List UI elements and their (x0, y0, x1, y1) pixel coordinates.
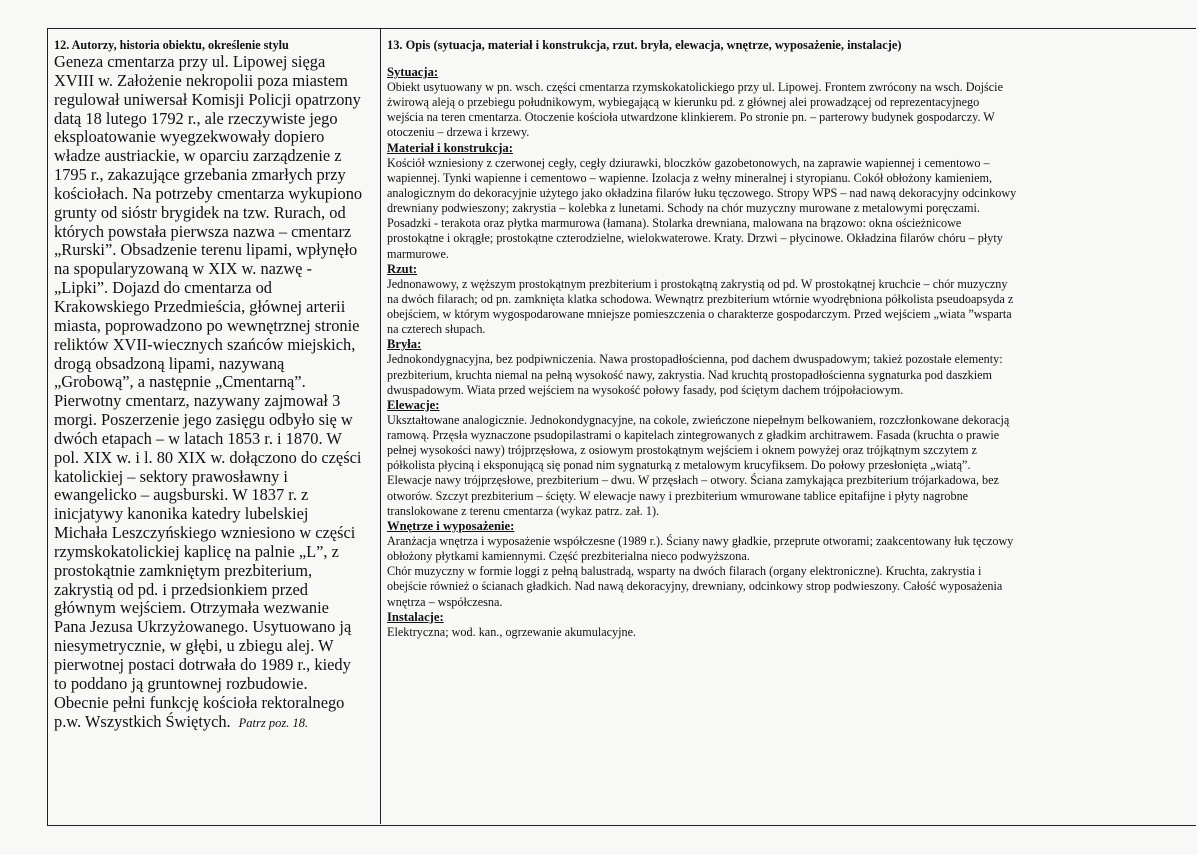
history-line: reliktów XVII-wiecznych szańców miejskich, (54, 334, 356, 354)
section-line: wnętrza – współczesna. (387, 594, 503, 609)
description-section (387, 398, 1167, 519)
section-line: Kościół wzniesiony z czerwonej cegły, cegły dziurawki, bloczków gazobetonowych, na zaprawie wapiennej i cementowo – (387, 155, 990, 170)
column-divider (380, 28, 381, 824)
section-line: ramową. Przęsła wyznaczone psudopilastrami o kapitelach zintegrowanych z gładkim architrawem. Fasada (kruchta o prawie (387, 427, 1000, 442)
description-section (387, 610, 1167, 640)
history-heading: 12. Autorzy, historia obiektu, określenie stylu (54, 38, 289, 52)
history-line: ewangelicko – augsburski. W 1837 r. z (54, 485, 309, 505)
history-line: pol. XIX w. i l. 80 XIX w. dołączono do części (54, 447, 362, 467)
section-line: Elektryczna; wod. kan., ogrzewanie akumulacyjne. (387, 624, 637, 639)
section-line: translokowane z terenu cmentarza (wykaz patrz. zał. 1). (387, 503, 660, 518)
section-line: drewniany podwieszony; zakrystia – kolebka z lunetami. Schody na chór muzyczny murowane z metalowymi poręczami. (387, 201, 980, 216)
history-line: na spopularyzowaną w XIX w. nazwę - (54, 259, 312, 279)
section-text (387, 413, 1167, 519)
section-line: dwuspadowym. Wiata przed wejściem na wysokość połowy fasady, pod ściętym dachem trójpołaciowym. (387, 382, 904, 397)
section-heading: Wnętrze i wyposażenie: (387, 518, 515, 533)
section-line: otworów. Szczyt prezbiterium – ścięty. W elewacje nawy i prezbiterium wmurowane tablice epitafijne i płyty nagrobne (387, 488, 969, 503)
history-line: Obecnie pełni funkcję kościoła rektoralnego (54, 692, 345, 712)
history-line: „Grobową”, a następnie „Cmentarną”. (54, 372, 306, 392)
section-line: obejście również o ścianach gładkich. Nad nawą dekoracyjny, drewniany, odcinkowy strop podwieszony. Całość wyposażenia (387, 579, 1003, 594)
section-line: Chór muzyczny w formie loggi z pełną balustradą, wsparty na dwóch filarach (organy elektroniczne). Kruchta, zakrystia i (387, 564, 982, 579)
section-heading: Sytuacja: (387, 65, 439, 79)
section-line: marmurowe. (387, 246, 449, 261)
history-line: eksploatowanie wyegzekwowały dopiero (54, 127, 325, 147)
section-line: Posadzki - terakota oraz płytka marmurowa (łamana). Stolarka drewniana, malowana na brązowo: okna ościeżnicowe (387, 216, 962, 231)
section-line: obejściem, w którym wygospodarowane mniejsze pomieszczenia o charakterze gospodarczym. Przed wejściem „wiata ”wsparta (387, 307, 1012, 322)
section-text (387, 352, 1167, 397)
description-section (387, 337, 1167, 397)
history-line: których powstała pierwsza nazwa – cmentarz (54, 221, 352, 241)
history-line: „Rurski”. Obsadzenie terenu lipami, wpłynęło (54, 240, 358, 260)
section-line: obłożony płytkami kamiennymi. Część prezbiterialna nieco podwyższona. (387, 549, 750, 564)
section-text (387, 534, 1167, 610)
history-line: drogą obsadzoną lipami, nazywaną (54, 353, 285, 373)
history-line: prostokątnie zamkniętym prezbiterium, (54, 560, 313, 580)
history-line: grunty od sióstr brygidek na tzw. Rurach, od (54, 202, 346, 222)
description-column (387, 38, 1167, 640)
section-line: Elewacje nawy trójprzęsłowe, prezbiterium – dwu. W przęsłach – otwory. Ściana zamykająca prezbiterium trójarkadowa, bez (387, 473, 999, 488)
history-text (54, 53, 376, 732)
history-line: zakrystią od pd. i przedsionkiem przed (54, 579, 308, 599)
description-section (387, 519, 1167, 610)
section-text (387, 156, 1167, 262)
section-line: wapiennej. Tynki wapienne i cementowo – wapienne. Izolacja z wełny mineralnej i styropianu. Cokół obłożony kamieniem, (387, 170, 993, 185)
cross-reference: Patrz poz. 18. (238, 715, 309, 730)
history-line: Michała Leszczyńskiego wzniesiono w części (54, 523, 356, 543)
section-line: Jednokondygnacyjna, bez podpiwniczenia. Nawa prostopadłościenna, pod dachem dwuspadowym; takież pozostałe elementy: (387, 352, 1003, 367)
history-line: niesymetrycznie, w głębi, u zbiegu alej. W (54, 636, 334, 656)
history-line: to poddano ją gruntownej rozbudowie. (54, 673, 308, 693)
history-line: datą 18 lutego 1792 r., ale rzeczywiste jego (54, 108, 338, 128)
history-line: dwóch etapach – w latach 1853 r. i 1870. W (54, 428, 342, 448)
history-line: miasta, poprowadzono po wewnętrznej stronie (54, 315, 360, 335)
description-sections (387, 65, 1167, 640)
section-text (387, 277, 1167, 338)
section-line: wejścia na teren cmentarza. Otoczenie kościoła utwardzone klinkierem. Po stronie pn. – parterowy budynek gospodarczy. W (387, 110, 995, 125)
history-column (54, 38, 376, 732)
section-line: na czterech słupach. (387, 322, 486, 337)
section-line: analogicznym do dekoracyjnie użytego jako okładzina filarów łuku tęczowego. Stropy WPS – nad nawą dekoracyjny odcinkowy (387, 185, 1017, 200)
history-line: „Lipki”. Dojazd do cmentarza od (54, 278, 272, 298)
section-line: pełnej wysokości nawy) trójprzęsłowa, z osiowym prostokątnym wejściem i oknem powyżej oraz trójkątnym szczytem z (387, 443, 977, 458)
history-line: XVIII w. Założenie nekropolii poza miastem (54, 70, 348, 90)
history-line: głównym wejściem. Otrzymała wezwanie (54, 598, 329, 618)
section-line: Jednonawowy, z węższym prostokątnym prezbiterium i prostokątną zakrystią od pd. W prostokątnej kruchcie – chór muzyczny (387, 276, 1008, 291)
history-line: władze austriackie, w oparciu zarządzenie z (54, 146, 342, 166)
history-line: Pana Jezusa Ukrzyżowanego. Usytuowano ją (54, 617, 352, 637)
description-section (387, 262, 1167, 338)
history-line: rzymskokatolickiej kaplicę na palnie „L”, z (54, 541, 339, 561)
description-section (387, 65, 1167, 141)
section-line: Aranżacja wnętrza i wyposażenie współczesne (1989 r.). Ściany nawy gładkie, przeprute otworami; zaakcentowany łuk tęczowy (387, 533, 1014, 548)
section-line: na dwóch filarach; od pn. zamknięta klatka schodowa. Wewnątrz prezbiterium wtórnie wyodrębniona półkolista pseudoapsyda z (387, 291, 1014, 306)
section-line: Ukształtowane analogicznie. Jednokondygnacyjne, na cokole, zwieńczone niepełnym belkowaniem, rozczłonkowane dekoracją (387, 412, 1010, 427)
section-line: żwirową aleją o przebiegu południkowym, wybiegającą w kierunku pd. z głównej alei prowadzącej od reprezentacyjnego (387, 95, 980, 110)
section-line: półkolista płyciną i eksponującą się ponad nim sygnaturką z metalowym krucyfiksem. Do połowy przesłonięta „wiatą”. (387, 458, 971, 473)
section-heading: Bryła: (387, 337, 422, 352)
history-line: katolickiej – sektory prawosławny i (54, 466, 288, 486)
section-line: otoczeniu – drzewa i krzewy. (387, 125, 530, 140)
history-line: kościołach. Na potrzeby cmentarza wykupiono (54, 183, 363, 203)
description-heading: 13. Opis (sytuacja, materiał i konstrukcja, rzut. bryła, elewacja, wnętrze, wyposażenie, instalacje) (387, 38, 902, 52)
history-line: Pierwotny cmentarz, nazywany zajmował 3 (54, 391, 341, 411)
section-text (387, 625, 1167, 640)
section-text (387, 80, 1167, 141)
description-section (387, 141, 1167, 262)
section-heading: Instalacje: (387, 609, 444, 624)
section-line: prezbiterium, kruchta niemal na pełną wysokość nawy, zakrystia. Nad kruchtą prostopadłościenna sygnaturka pod daszkiem (387, 367, 993, 382)
history-line: 1795 r., zakazujące grzebania zmarłych przy (54, 165, 346, 185)
history-line: Geneza cmentarza przy ul. Lipowej sięga (54, 52, 326, 71)
section-heading: Elewacje: (387, 397, 440, 412)
section-line: Obiekt usytuowany w pn. wsch. części cmentarza rzymskokatolickiego przy ul. Lipowej. Frontem zwrócony na wsch. Dojście (387, 80, 1003, 94)
history-line: regulował uniwersał Komisji Policji opatrzony (54, 89, 361, 109)
history-line: Krakowskiego Przedmieścia, głównej arterii (54, 296, 346, 316)
section-heading: Materiał i konstrukcja: (387, 140, 513, 155)
section-line: prostokątne i okrągłe; prostokątne czterodzielne, wielokwaterowe. Kraty. Drzwi – płycinowe. Okładzina filarów chóru – płyty (387, 231, 1003, 246)
history-line: morgi. Poszerzenie jego zasięgu odbyło się w (54, 410, 353, 430)
history-line: inicjatywy kanonika katedry lubelskiej (54, 504, 309, 524)
history-line: pierwotnej postaci dotrwała do 1989 r., kiedy (54, 655, 351, 674)
section-heading: Rzut: (387, 261, 418, 276)
history-line: p.w. Wszystkich Świętych. Patrz poz. 18. (54, 711, 309, 731)
